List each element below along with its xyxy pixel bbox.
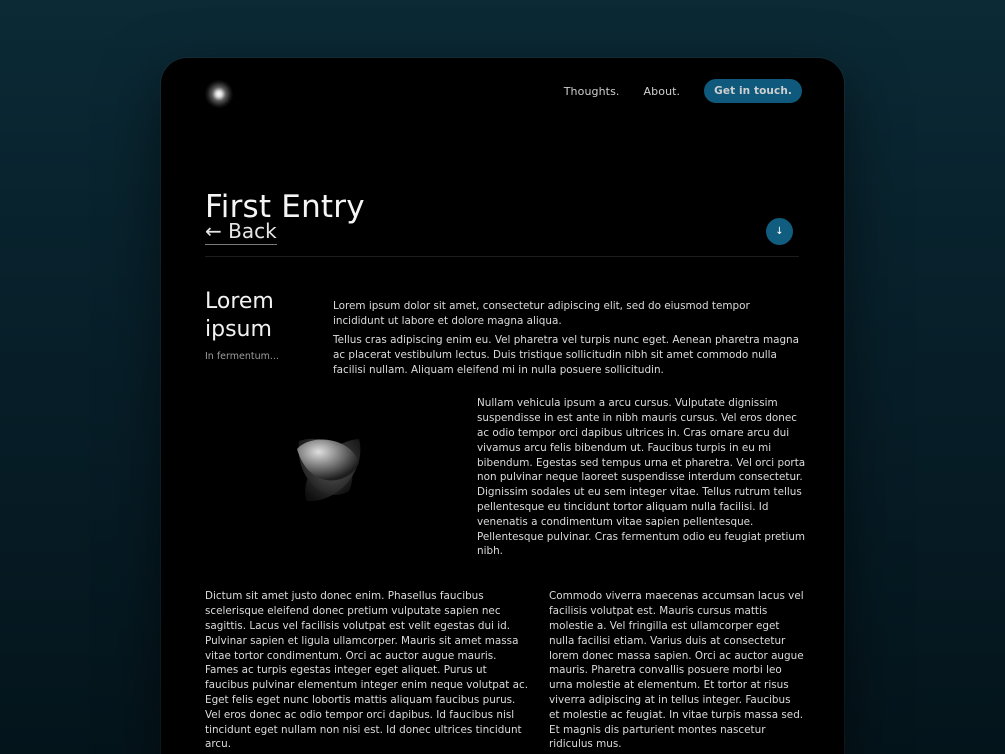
page-title: First Entry — [205, 188, 365, 225]
abstract-petal-illustration — [289, 431, 369, 511]
nav-thoughts-link[interactable]: Thoughts. — [563, 84, 620, 98]
paragraph-2: Tellus cras adipiscing enim eu. Vel pharetra vel turpis nunc eget. Aenean pharetra magna ac placerat vestibulum lectus. Duis tristique sollicitudin nibh sit amet commodo nulla facilisi nullam. Aliquam eleifend mi in nulla posuere sollicitudin. — [333, 334, 799, 376]
paragraph-3: Nullam vehicula ipsum a arcu cursus. Vulputate dignissim suspendisse in est ante in nibh mauris cursus. Vel eros donec ac odio tempor orci dapibus ultrices in. Cras ornare arcu dui vivamus arcu felis bibendum ut. Faucibus turpis in eu mi bibendum. Egestas sed tempus urna et pharetra. Vel orci porta non pulvinar neque laoreet suspendisse interdum consectetur. Dignissim sodales ut eu sem integer vitae. Tellus rutrum tellus pellentesque eu tincidunt tortor aliquam nulla facilisi. Id venenatis a condimentum vitae sapien pellentesque. Pellentesque pulvinar. Cras fermentum odio eu feugiat pretium nibh. — [477, 397, 806, 558]
arrow-down-icon: ↓ — [775, 226, 784, 237]
logo-orb-icon[interactable] — [205, 80, 233, 108]
main-card — [161, 58, 844, 754]
nav-about-link[interactable]: About. — [643, 84, 681, 98]
top-nav — [564, 79, 802, 103]
get-in-touch-button[interactable]: Get in touch. — [704, 79, 802, 103]
paragraph-5: Commodo viverra maecenas accumsan lacus vel facilisis volutpat est. Mauris cursus mattis molestie a. Vel fringilla est ullamcorper eget nulla facilisi etiam. Varius duis at consectetur lorem donec massa sapien. Orci ac auctor augue mauris. Pharetra convallis posuere morbi leo urna molestie at elementum. Et tortor at risus viverra adipiscing at in tellus integer. Faucibus et molestie ac feugiat. In vitae turpis massa sed. Et magnis dis parturient montes nascetur ridiculus mus. — [549, 590, 804, 751]
section-subheading: In fermentum... — [205, 351, 279, 362]
back-link[interactable]: ← Back — [205, 219, 277, 243]
section-divider — [205, 256, 799, 257]
section-heading: Lorem ipsum — [205, 289, 274, 342]
paragraph-1: Lorem ipsum dolor sit amet, consectetur adipiscing elit, sed do eiusmod tempor incididunt ut labore et dolore magna aliqua. — [333, 300, 750, 328]
paragraph-4: Dictum sit amet justo donec enim. Phasellus faucibus scelerisque eleifend donec pretium vulputate sapien nec sagittis. Lacus vel facilisis volutpat est velit egestas dui id. Pulvinar sapien et ligula ullamcorper. Mauris sit amet massa vitae tortor condimentum. Orci ac auctor augue mauris. Fames ac turpis egestas integer eget aliquet. Purus ut faucibus pulvinar elementum integer enim neque volutpat ac. Eget felis eget nunc lobortis mattis aliquam faucibus purus. Vel eros donec ac odio tempor orci dapibus. Id faucibus nisl tincidunt eget nullam non nisi est. Id donec ultrices tincidunt arcu. — [205, 590, 529, 751]
scroll-down-button[interactable] — [766, 218, 793, 245]
